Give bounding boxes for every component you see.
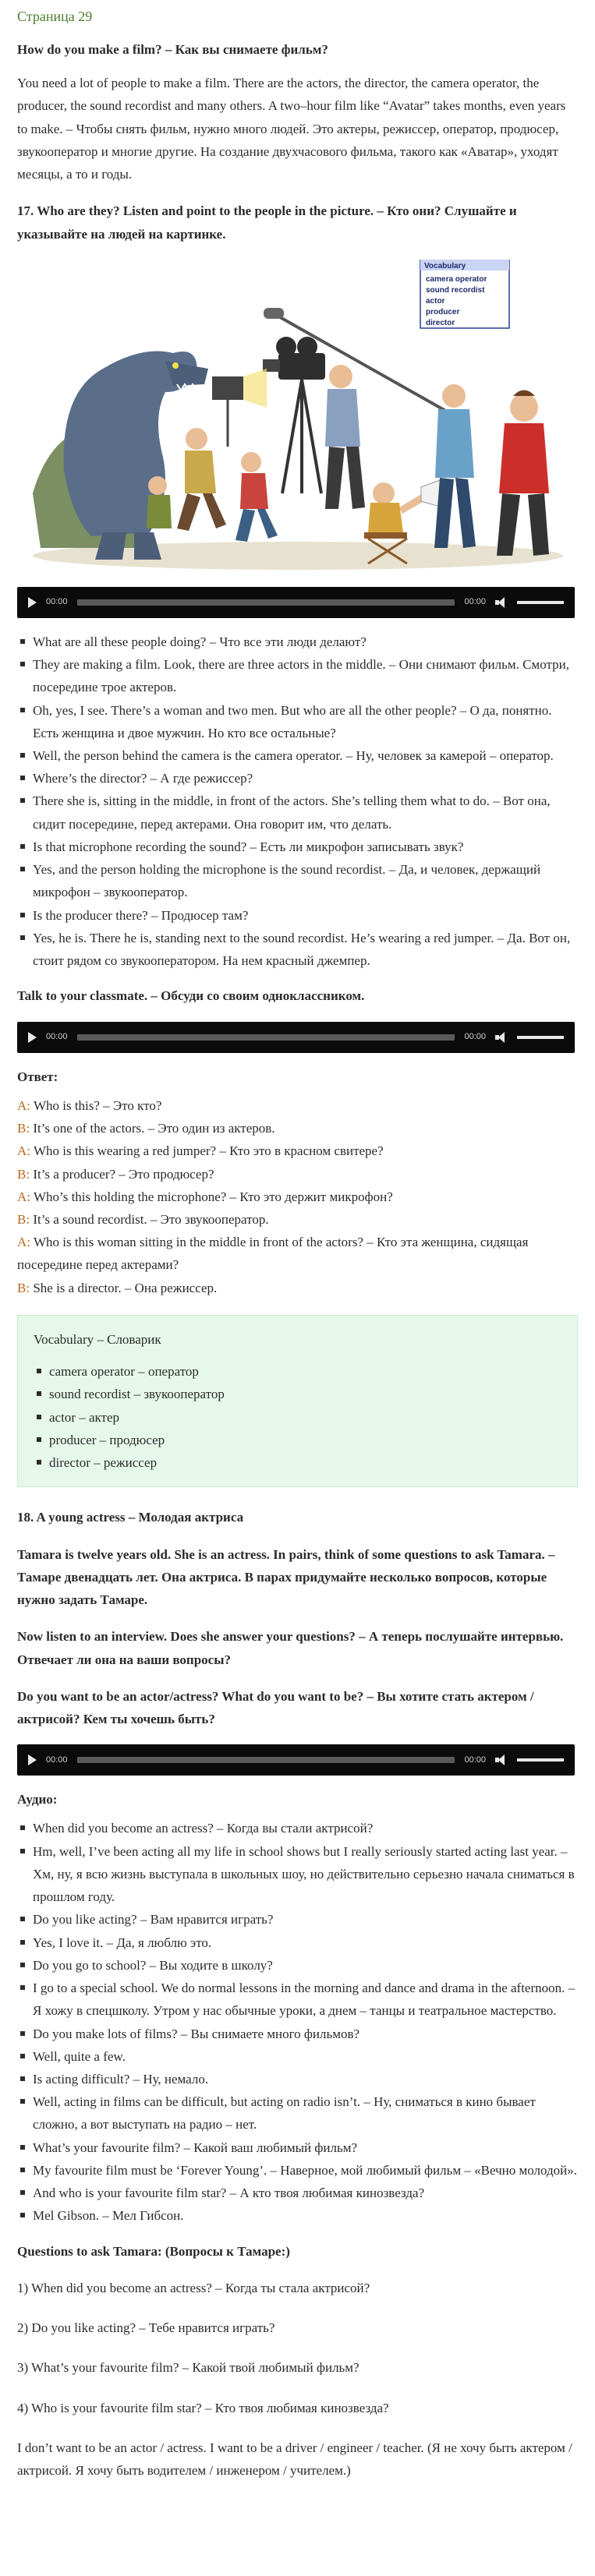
list-item: Well, the person behind the camera is the camera operator. – Ну, человек за камерой – оператор. <box>17 744 578 767</box>
audio-player-2[interactable] <box>17 1022 575 1053</box>
progress-rail[interactable] <box>77 1034 455 1041</box>
speaker-label: A: <box>17 1235 30 1250</box>
list-item: Hm, well, I’ve been acting all my life in school shows but I really seriously started acting last year. – Хм, ну, я всю жизнь выступала в школьных шоу, но действительно серьезно начала сниматься в прошлом году. <box>17 1840 578 1909</box>
dialog-text: Who is this wearing a red jumper? – Кто это в красном свитере? <box>30 1143 384 1159</box>
exercise-18-instruction-1: Tamara is twelve years old. She is an actress. In pairs, think of some questions to ask Tamara. – Тамаре двенадцать лет. Она актриса. В парах придумайте несколько вопросов, которые нужно задать Тамаре. <box>17 1546 555 1608</box>
list-item: Oh, yes, I see. There’s a woman and two men. But who are all the other people? – О да, понятно. Есть женщина и двое мужчин. Но кто все остальные? <box>17 699 578 744</box>
exercise-17-heading: 17. Who are they? Listen and point to the people in the picture. – Кто они? Слушайте и указывайте на людей на картинке. <box>17 203 517 242</box>
picture-vocab-title: Vocabulary <box>424 261 466 270</box>
volume-icon[interactable] <box>495 1754 508 1765</box>
speaker-label: A: <box>17 1143 30 1159</box>
list-item: My favourite film must be ‘Forever Young’. – Наверное, мой любимый фильм – «Вечно молодой». <box>17 2159 578 2182</box>
talk-heading: Talk to your classmate. – Обсуди со своим одноклассником. <box>17 988 365 1004</box>
dialog-line <box>17 1277 578 1299</box>
questions-heading: Questions to ask Tamara: (Вопросы к Тамаре:) <box>17 2243 290 2259</box>
list-item: They are making a film. Look, there are three actors in the middle. – Они снимают фильм. Смотри, посередине трое актеров. <box>17 653 578 698</box>
volume-icon[interactable] <box>495 597 508 608</box>
list-item: Well, quite a few. <box>17 2045 578 2068</box>
dialog-line <box>17 1163 578 1186</box>
dialog-line <box>17 1140 578 1162</box>
volume-slider[interactable] <box>517 1036 564 1039</box>
intro-paragraph: You need a lot of people to make a film. There are the actors, the director, the camera operator, the producer, the sound recordist and many others. A two–hour film like “Avatar” takes months, even years to make. – Чтобы снять фильм, нужно много людей. Это актеры, режиссер, оператор, продюсер, звукооператор и многие другие. На создание двухчасового фильма, такого как «Аватар», уходят месяцы, а то и годы. <box>17 76 566 182</box>
audio-player-1[interactable] <box>17 587 575 618</box>
picture-vocab-item: actor <box>426 296 445 306</box>
audio-label: Аудио: <box>17 1792 58 1807</box>
question-item: 4) Who is your favourite film star? – Кто твоя любимая кинозвезда? <box>17 2400 389 2415</box>
answer-label: Ответ: <box>17 1069 58 1084</box>
vocabulary-box <box>17 1315 578 1487</box>
exercise-18-instruction-2: Now listen to an interview. Does she answer your questions? – А теперь послушайте интервью. Отвечает ли она на ваши вопросы? <box>17 1629 564 1667</box>
progress-rail[interactable] <box>77 1757 455 1763</box>
list-item: Is acting difficult? – Ну, немало. <box>17 2068 578 2090</box>
dialog-line <box>17 1094 578 1117</box>
list-item: Yes, I love it. – Да, я люблю это. <box>17 1931 578 1954</box>
speaker-label: B: <box>17 1121 30 1136</box>
speaker-label: B: <box>17 1211 30 1227</box>
film-set-drawing <box>17 260 575 570</box>
play-icon[interactable] <box>28 1032 37 1043</box>
current-time: 00:00 <box>46 1754 68 1765</box>
dialog-text: Who is this woman sitting in the middle in front of the actors? – Кто эта женщина, сидящая посередине перед актерами? <box>17 1235 529 1273</box>
speaker-label: A: <box>17 1189 30 1204</box>
list-item: Mel Gibson. – Мел Гибсон. <box>17 2204 578 2227</box>
list-item: Well, acting in films can be difficult, but acting on radio isn’t. – Ну, сниматься в кино бывает сложно, а вот выступать на радио – нет. <box>17 2090 578 2136</box>
list-item: actor – актер <box>34 1406 561 1429</box>
duration-time: 00:00 <box>464 597 486 607</box>
list-item: Is the producer there? – Продюсер там? <box>17 904 578 927</box>
list-item: Do you like acting? – Вам нравится играть? <box>17 1908 578 1931</box>
current-time: 00:00 <box>46 597 68 607</box>
volume-slider[interactable] <box>517 1758 564 1762</box>
duration-time: 00:00 <box>464 1032 486 1042</box>
picture-vocab-item: producer <box>426 307 460 316</box>
vocabulary-title: Vocabulary – Словарик <box>34 1331 161 1347</box>
volume-slider[interactable] <box>517 601 564 604</box>
dialog-text: Who is this? – Это кто? <box>30 1097 162 1113</box>
audio-player-3[interactable] <box>17 1744 575 1776</box>
exercise-18-instruction-3: Do you want to be an actor/actress? What do you want to be? – Вы хотите стать актером / актрисой? Кем ты хочешь быть? <box>17 1688 534 1726</box>
progress-rail[interactable] <box>77 599 455 606</box>
play-icon[interactable] <box>28 1754 37 1765</box>
list-item: When did you become an actress? – Когда вы стали актрисой? <box>17 1817 578 1839</box>
dialog-text: She is a director. – Она режиссер. <box>30 1280 218 1295</box>
question-item: 3) What’s your favourite film? – Какой твой любимый фильм? <box>17 2360 359 2376</box>
speaker-label: A: <box>17 1097 30 1113</box>
dialog <box>17 1094 578 1299</box>
final-answer: I don’t want to be an actor / actress. I want to be a driver / engineer / teacher. (Я не хочу быть актером / актрисой. Я хочу быть водителем / инженером / учителем.) <box>17 2440 572 2479</box>
list-item: camera operator – оператор <box>34 1360 561 1383</box>
play-icon[interactable] <box>28 597 37 608</box>
dialog-line <box>17 1186 578 1208</box>
list-item: I go to a special school. We do normal lessons in the morning and dance and drama in the afternoon. – Я хожу в спецшколу. Утром у нас обычные уроки, а днем – танцы и театральное мастерство. <box>17 1977 578 2022</box>
list-item: There she is, sitting in the middle, in front of the actors. She’s telling them what to do. – Вот она, сидит посередине, перед актерами. Она говорит им, что делать. <box>17 790 578 835</box>
list-item: Yes, he is. There he is, standing next to the sound recordist. He’s wearing a red jumper. – Да. Вот он, стоит рядом со звукооператором. На нем красный джемпер. <box>17 927 578 972</box>
duration-time: 00:00 <box>464 1754 486 1765</box>
question-item: 2) Do you like acting? – Тебе нравится играть? <box>17 2320 275 2336</box>
list-item: producer – продюсер <box>34 1429 561 1451</box>
page-title: Страница 29 <box>17 9 93 24</box>
list-item: director – режиссер <box>34 1451 561 1474</box>
interview-transcript <box>17 1817 578 2227</box>
film-set-illustration <box>17 260 575 570</box>
questions-list <box>17 2277 578 2419</box>
list-item: And who is your favourite film star? – А кто твоя любимая кинозвезда? <box>17 2182 578 2204</box>
list-item: What are all these people doing? – Что все эти люди делают? <box>17 631 578 653</box>
list-item: Where’s the director? – А где режиссер? <box>17 767 578 790</box>
list-item: Do you go to school? – Вы ходите в школу? <box>17 1954 578 1977</box>
dialog-text: It’s a producer? – Это продюсер? <box>30 1166 214 1182</box>
list-item: Yes, and the person holding the microphone is the sound recordist. – Да, и человек, держащий микрофон – звукооператор. <box>17 858 578 903</box>
picture-vocab-item: director <box>426 318 455 327</box>
vocabulary-list <box>34 1360 561 1474</box>
dialog-line <box>17 1208 578 1231</box>
dialog-line <box>17 1117 578 1140</box>
current-time: 00:00 <box>46 1032 68 1042</box>
picture-vocab-item: sound recordist <box>426 285 485 295</box>
dialog-text: Who’s this holding the microphone? – Кто это держит микрофон? <box>30 1189 393 1204</box>
dialog-text: It’s one of the actors. – Это один из актеров. <box>30 1121 275 1136</box>
speaker-label: B: <box>17 1166 30 1182</box>
speaker-label: B: <box>17 1280 30 1295</box>
list-item: Is that microphone recording the sound? – Есть ли микрофон записывать звук? <box>17 836 578 858</box>
exercise-17-transcript <box>17 631 578 973</box>
heading-how-make-film: How do you make a film? – Как вы снимаете фильм? <box>17 41 328 57</box>
exercise-18-heading: 18. A young actress – Молодая актриса <box>17 1510 244 1525</box>
list-item: What’s your favourite film? – Какой ваш любимый фильм? <box>17 2136 578 2159</box>
volume-icon[interactable] <box>495 1032 508 1043</box>
list-item: Do you make lots of films? – Вы снимаете много фильмов? <box>17 2023 578 2045</box>
dialog-line <box>17 1231 578 1276</box>
picture-vocab-item: camera operator <box>426 274 487 284</box>
dialog-text: It’s a sound recordist. – Это звукооператор. <box>30 1211 269 1227</box>
question-item: 1) When did you become an actress? – Когда ты стала актрисой? <box>17 2280 370 2295</box>
list-item: sound recordist – звукооператор <box>34 1383 561 1405</box>
